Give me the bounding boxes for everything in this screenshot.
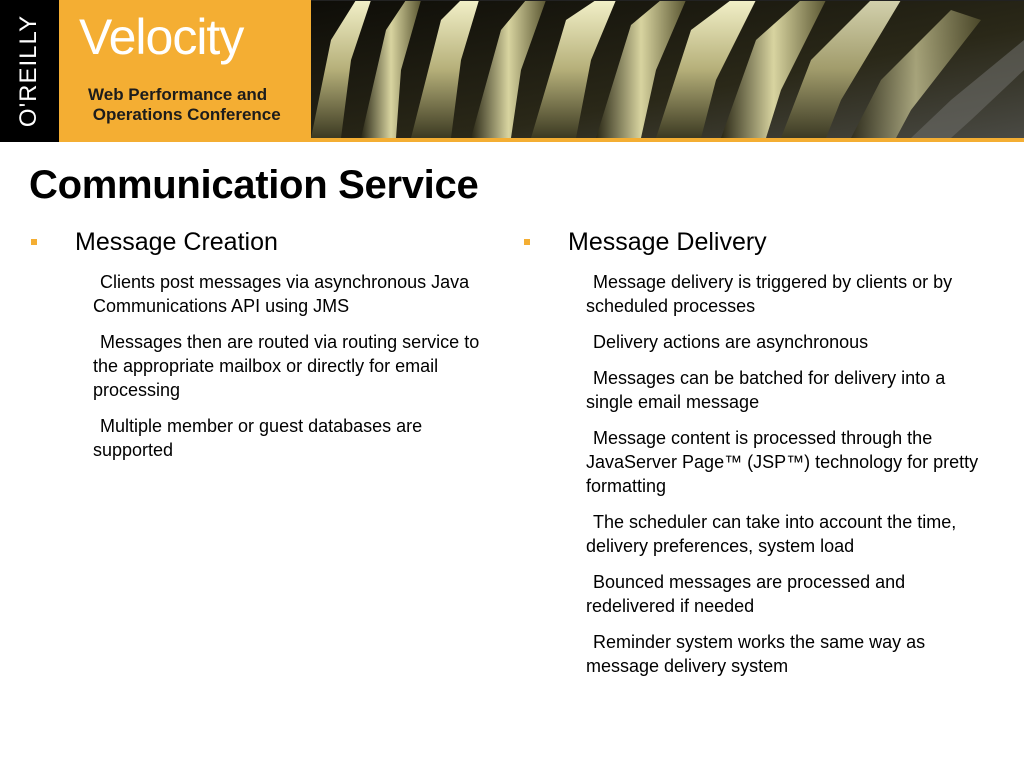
slide-header [0, 0, 1024, 142]
brand-subtitle: Web Performance and Operations Conference [88, 85, 281, 124]
list-item: Messages can be batched for delivery into a single email message [586, 368, 946, 412]
list-item: Reminder system works the same way as message delivery system [586, 632, 926, 676]
bullet-heading-row [522, 228, 992, 260]
column-heading: Message Delivery [568, 228, 767, 256]
publisher-logo: O'REILLY [15, 14, 42, 128]
slide-title: Communication Service [29, 163, 479, 207]
list-item: Message delivery is triggered by clients or by scheduled processes [586, 272, 953, 316]
column-heading: Message Creation [75, 228, 278, 256]
list-item: Clients post messages via asynchronous Java Communications API using JMS [93, 272, 470, 316]
brand-logo: Velocity [79, 9, 244, 65]
publisher-strip [0, 0, 59, 142]
square-bullet-icon [524, 239, 530, 245]
list-item: Multiple member or guest databases are supported [93, 416, 423, 460]
list-item: Messages then are routed via routing service to the appropriate mailbox or directly for email processing [93, 332, 480, 400]
list-item: The scheduler can take into account the time, delivery preferences, system load [586, 512, 957, 556]
bullet-heading-row [29, 228, 489, 260]
square-bullet-icon [31, 239, 37, 245]
turbine-image [311, 0, 1024, 138]
sub-item-list [93, 270, 489, 462]
list-item: Delivery actions are asynchronous [593, 332, 869, 352]
column-message-creation [29, 228, 489, 474]
header-accent-line [311, 138, 1024, 142]
list-item: Bounced messages are processed and redelivered if needed [586, 572, 906, 616]
turbine-blades-graphic [311, 0, 1024, 138]
brand-box [59, 0, 311, 142]
sub-item-list [586, 270, 992, 678]
list-item: Message content is processed through the JavaServer Page™ (JSP™) technology for pretty formatting [586, 428, 979, 496]
column-message-delivery [522, 228, 992, 690]
